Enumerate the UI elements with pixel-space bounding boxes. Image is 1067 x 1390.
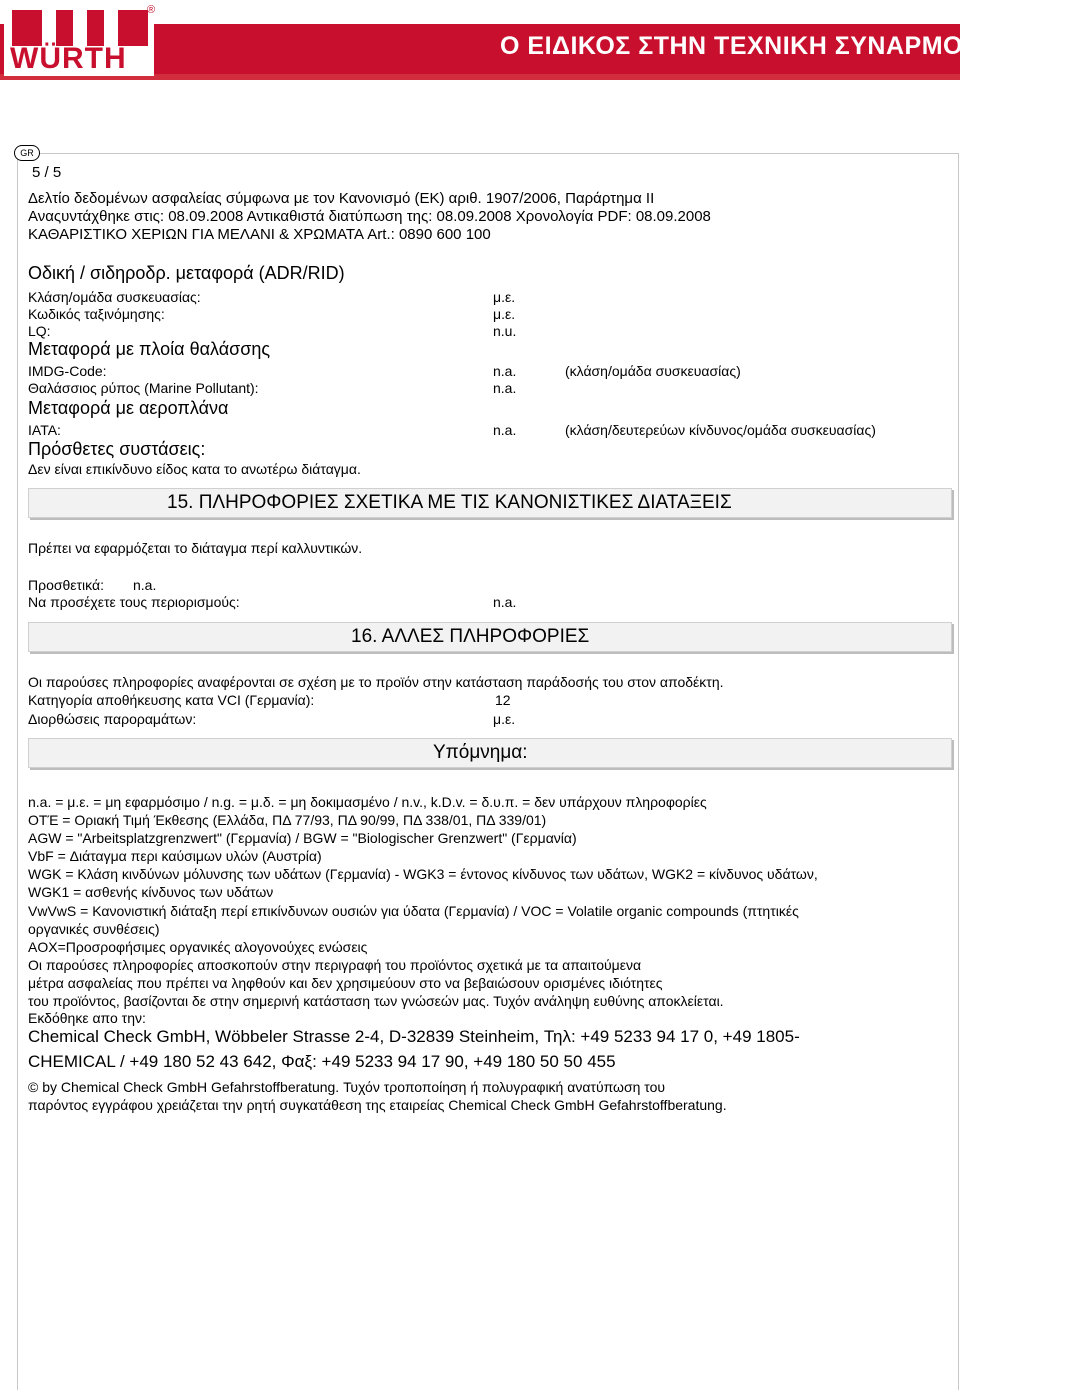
corrections-label: Διορθώσεις παροραμάτων: <box>28 711 197 727</box>
header-banner <box>0 0 1067 80</box>
vci-label: Κατηγορία αποθήκευσης κατα VCI (Γερμανία): <box>28 692 315 708</box>
logo-emblem-icon <box>12 10 148 46</box>
page-number: 5 / 5 <box>32 164 62 181</box>
copyright-line: © by Chemical Check GmbH Gefahrstoffberatung. Τυχόν τροποποίηση ή πολυγραφική ανατύπωση του <box>28 1079 666 1095</box>
doc-product-line: ΚΑΘΑΡΙΣΤΙΚΟ ΧΕΡΙΩΝ ΓΙΑ ΜΕΛΑΝΙ & ΧΡΩΜΑΤΑ Art.: 0890 600 100 <box>28 226 491 243</box>
legend-line: VbF = Διάταγμα περι καύσιμων υλών (Αυστρία) <box>28 848 322 864</box>
copyright-line: παρόντος εγγράφου χρειάζεται την ρητή συγκατάθεση της εταιρείας Chemical Check GmbH Gefahrstoffberatung. <box>28 1097 727 1113</box>
section-15-title: 15. ΠΛΗΡΟΦΟΡΙΕΣ ΣΧΕΤΙΚΑ ΜΕ ΤΙΣ ΚΑΝΟΝΙΣΤΙΚΕΣ ΔΙΑΤΑΞΕΙΣ <box>167 492 732 513</box>
sea-transport-heading: Μεταφορά με πλοία θαλάσσης <box>28 339 271 359</box>
row-label: Κωδικός ταξινόμησης: <box>28 306 165 322</box>
row-note: (κλάση/ομάδα συσκευασίας) <box>565 363 741 379</box>
legend-bar <box>28 738 952 768</box>
issuer-line: Chemical Check GmbH, Wöbbeler Strasse 2-4, D-32839 Steinheim, Τηλ: +49 5233 94 17 0, +49 1805- <box>28 1027 800 1046</box>
registered-mark: ® <box>147 4 156 16</box>
issuer-line: CHEMICAL / +49 180 52 43 642, Φαξ: +49 5233 94 17 90, +49 180 50 50 455 <box>28 1052 616 1071</box>
legend-line: μέτρα ασφαλείας που πρέπει να ληφθούν και δεν χρησιμεύουν στο να βεβαιώσουν ορισμένες ιδιότητες <box>28 975 663 991</box>
row-value: n.u. <box>493 323 517 339</box>
row-label: IATA: <box>28 422 61 438</box>
row-label: IMDG-Code: <box>28 363 107 379</box>
section-16-title: 16. ΑΛΛΕΣ ΠΛΗΡΟΦΟΡΙΕΣ <box>351 626 590 647</box>
language-badge: GR <box>14 145 40 161</box>
wurth-logo <box>4 4 154 76</box>
row-label: LQ: <box>28 323 51 339</box>
legend-line: ΟΤΈ = Οριακή Τιμή Έκθεσης (Ελλάδα, ΠΔ 77/93, ΠΔ 90/99, ΠΔ 338/01, ΠΔ 339/01) <box>28 812 547 828</box>
legend-line: n.a. = μ.ε. = μη εφαρμόσιμο / n.g. = μ.δ. = μη δοκιμασμένο / n.v., k.D.v. = δ.υ.π. = δεν υπάρχουν πληροφορίες <box>28 794 707 810</box>
row-value: n.a. <box>493 380 517 396</box>
row-value: n.a. <box>493 422 517 438</box>
extra-recommendations-heading: Πρόσθετες συστάσεις: <box>28 439 206 459</box>
legend-line: Εκδόθηκε απο την: <box>28 1010 146 1026</box>
legend-line: Οι παρούσες πληροφορίες αποσκοπούν στην περιγραφή του προϊόντος σχετικά με τα απαιτούμενα <box>28 957 642 973</box>
header-slogan: Ο ΕΙΔΙΚΟΣ ΣΤΗΝ ΤΕΧΝΙΚΗ ΣΥΝΑΡΜΟΛΟΓΗΣΗ <box>500 32 1067 60</box>
section-15-bar <box>28 488 952 518</box>
row-value: μ.ε. <box>493 306 516 322</box>
extra-recommendations-text: Δεν είναι επικίνδυνο είδος κατα το ανωτέρω διάταγμα. <box>28 461 361 477</box>
corrections-value: μ.ε. <box>493 711 516 727</box>
section-16-text: Οι παρούσες πληροφορίες αναφέρονται σε σχέση με το προϊόν στην κατάσταση παράδοσής του στον αποδέκτη. <box>28 674 724 690</box>
legend-title: Υπόμνημα: <box>433 742 528 763</box>
row-label: Κλάση/ομάδα συσκευασίας: <box>28 289 201 305</box>
legend-line: AGW = "Arbeitsplatzgrenzwert" (Γερμανία) / BGW = "Biologischer Grenzwert" (Γερμανία) <box>28 830 577 846</box>
row-value: μ.ε. <box>493 289 516 305</box>
doc-dates-line: Αναςυντάχθηκε στις: 08.09.2008 Αντικαθιστά διατύπωση της: 08.09.2008 Χρονολογία PDF: 08.09.2008 <box>28 208 711 225</box>
additives-value: n.a. <box>133 577 157 593</box>
section-16-bar <box>28 622 952 652</box>
doc-regulation-line: Δελτίο δεδομένων ασφαλείας σύμφωνα με τον Κανονισμό (ΕΚ) αριθ. 1907/2006, Παράρτημα II <box>28 190 655 207</box>
section-15-text: Πρέπει να εφαρμόζεται το διάταγμα περί καλλυντικών. <box>28 540 363 556</box>
legend-line: του προϊόντος, βασίζονται δε στην σημερινή κατάσταση των γνώσεών μας. Τυχόν ανάληψη ευθύνης αποκλείεται. <box>28 993 724 1009</box>
legend-line: WGK = Κλάση κινδύνων μόλυνσης των υδάτων (Γερμανία) - WGK3 = έντονος κίνδυνος των υδάτων, WGK2 = κίνδυνος υδάτων, <box>28 866 818 882</box>
legend-line: VwVwS = Κανονιστική διάταξη περί επικίνδυνων ουσιών για ύδατα (Γερμανία) / VOC = Volatile organic compounds (πτητικές <box>28 903 799 919</box>
legend-line: οργανικές συνθέσεις) <box>28 921 160 937</box>
additives-label: Προσθετικά: <box>28 577 104 593</box>
legend-line: AOX=Προσροφήσιμες οργανικές αλογονούχες ενώσεις <box>28 939 368 955</box>
row-label: Θαλάσσιος ρύπος (Marine Pollutant): <box>28 380 259 396</box>
vci-value: 12 <box>495 692 511 708</box>
restrictions-label: Να προσέχετε τους περιορισμούς: <box>28 594 240 610</box>
logo-text: WÜRTH <box>10 42 127 75</box>
row-value: n.a. <box>493 363 517 379</box>
legend-line: WGK1 = ασθενής κίνδυνος των υδάτων <box>28 884 274 900</box>
road-transport-heading: Οδική / σιδηροδρ. μεταφορά (ADR/RID) <box>28 263 345 283</box>
row-note: (κλάση/δευτερεύων κίνδυνος/ομάδα συσκευασίας) <box>565 422 876 438</box>
air-transport-heading: Μεταφορά με αεροπλάνα <box>28 398 229 418</box>
restrictions-value: n.a. <box>493 594 517 610</box>
